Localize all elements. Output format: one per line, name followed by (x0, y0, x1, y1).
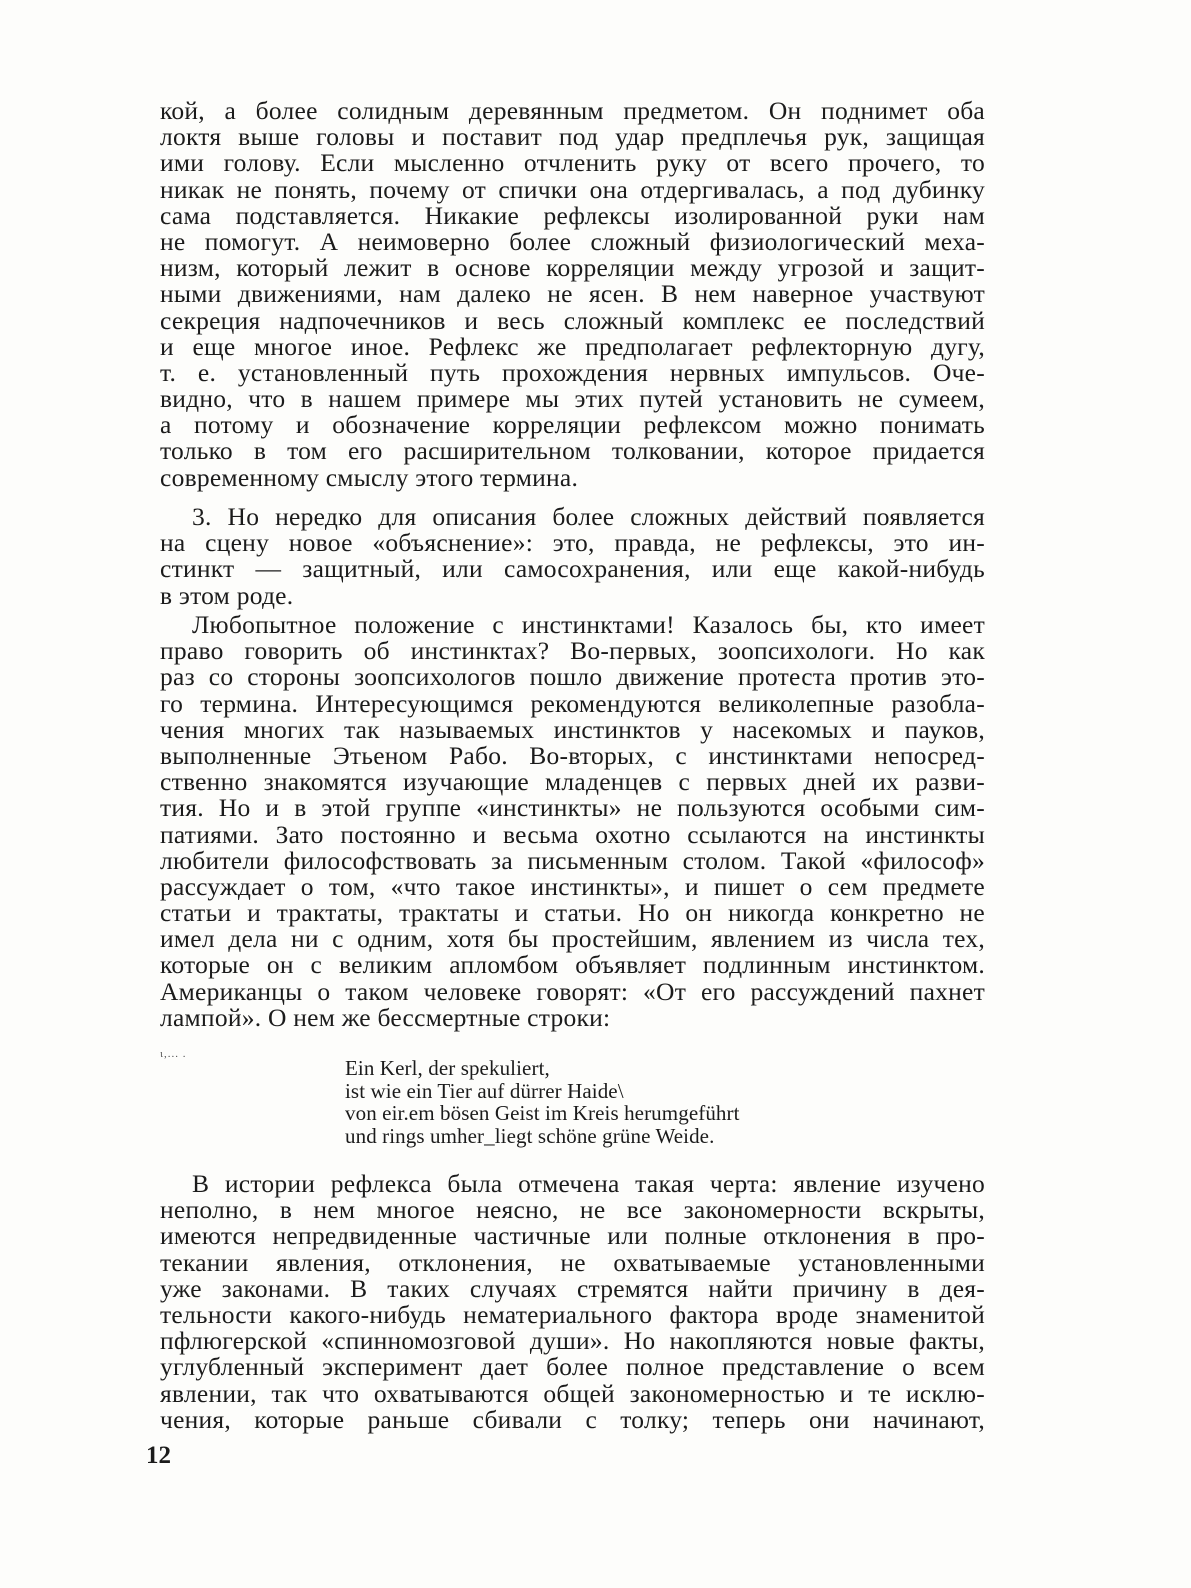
text-line: рассуждает о том, «что такое инстинкты», и пишет о сем предмете (160, 871, 985, 901)
text-line: только в том его расширительном толковании, которое придается (160, 436, 985, 466)
text-line: чения, которые раньше сбивали с толку; теперь они начинают, (160, 1404, 985, 1434)
text-line: стинкт — защитный, или самосохранения, или еще какой-нибудь (160, 554, 985, 584)
text-line: не помогут. А неимоверно более сложный физиологический меха- (160, 226, 985, 256)
text-line: явлении, так что охватываются общей закономерностью и те исклю- (160, 1378, 985, 1408)
text-line: на сцену новое «объяснение»: это, правда, не рефлексы, это ин- (160, 528, 985, 558)
text-line: видно, что в нашем примере мы этих путей установить не сумеем, (160, 384, 985, 414)
page-number: 12 (146, 1442, 171, 1469)
verse-quote (345, 1057, 825, 1147)
text-line: а потому и обозначение корреляции рефлексом можно понимать (160, 410, 985, 440)
paragraph-3 (160, 612, 985, 1031)
text-line: ими голову. Если мысленно отчленить руку от всего прочего, то (160, 148, 985, 178)
text-line: современному смыслу этого термина. (160, 462, 579, 492)
paragraph-2 (160, 504, 985, 609)
text-line: ными движениями, нам далеко не ясен. В нем наверное участвуют (160, 279, 985, 309)
text-line: которые он с великим апломбом объявляет подлинным инстинктом. (160, 950, 985, 980)
verse-line: ist wie ein Tier auf dürrer Haide\ (345, 1078, 624, 1103)
text-line: В истории рефлекса была отмечена такая черта: явление изучено (192, 1169, 985, 1198)
paragraph-1 (160, 98, 985, 491)
text-line: выполненные Этьеном Рабо. Во-вторых, с инстинктами непосред- (160, 740, 985, 770)
text-line: чения многих так называемых инстинктов у насекомых и пауков, (160, 714, 985, 744)
text-line: статьи и трактаты, трактаты и статьи. Но он никогда конкретно не (160, 898, 985, 928)
text-line: лампой». О нем же бессмертные строки: (160, 1002, 611, 1032)
text-line: пфлюгерской «спинномозговой души». Но накопляются новые факты, (160, 1326, 985, 1356)
text-line: патиями. Зато постоянно и весьма охотно ссылаются на инстинкты (160, 819, 985, 849)
text-line: го термина. Интересующимся рекомендуются великолепные разобла- (160, 688, 985, 718)
text-line: уже законами. В таких случаях стремятся найти причину в дея- (160, 1273, 985, 1303)
verse-line: und rings umher_liegt schöne grüne Weide. (345, 1123, 715, 1148)
text-line: тельности какого-нибудь нематериального фактора вроде знаменитой (160, 1299, 985, 1329)
paragraph-4 (160, 1171, 985, 1433)
text-line: кой, а более солидным деревянным предметом. Он поднимет оба (160, 96, 985, 125)
verse-line: von eir.em bösen Geist im Kreis herumgeführt (345, 1101, 740, 1125)
verse-mark: ι,... . (160, 1048, 187, 1060)
text-line: секреция надпочечников и весь сложный комплекс ее последствий (160, 305, 985, 335)
text-line: т. е. установленный путь прохождения нервных импульсов. Оче- (160, 357, 985, 387)
text-line: углубленный эксперимент дает более полное представление о всем (160, 1352, 985, 1382)
text-line: тия. Но и в этой группе «инстинкты» не пользуются особыми сим- (160, 793, 985, 823)
text-line: и еще многое иное. Рефлекс же предполагает рефлекторную дугу, (160, 331, 985, 361)
text-line: в этом роде. (160, 580, 294, 610)
text-line: раз со стороны зоопсихологов пошло движение протеста против это- (160, 662, 985, 692)
text-line: право говорить об инстинктах? Во-первых, зоопсихологи. Но как (160, 636, 985, 666)
verse-line: Ein Kerl, der spekuliert, (345, 1056, 550, 1080)
text-line: сама подставляется. Никакие рефлексы изолированной руки нам (160, 200, 985, 230)
text-line: Любопытное положение с инстинктами! Казалось бы, кто имеет (192, 610, 985, 639)
text-line: низм, который лежит в основе корреляции между угрозой и защит- (160, 253, 985, 283)
text-line: текании явления, отклонения, не охватываемые установленными (160, 1247, 985, 1277)
text-line: имел дела ни с одним, хотя бы простейшим, явлением из числа тех, (160, 924, 985, 954)
text-line: неполно, в нем многое неясно, не все закономерности вскрыты, (160, 1195, 985, 1225)
text-line: любители философствовать за письменным столом. Такой «философ» (160, 845, 985, 875)
text-line: ственно знакомятся изучающие младенцев с первых дней их разви- (160, 767, 985, 797)
text-line: локтя выше головы и поставит под удар предплечья рук, защищая (160, 122, 985, 152)
text-line: имеются непредвиденные частичные или полные отклонения в про- (160, 1221, 985, 1251)
text-line: Американцы о таком человеке говорят: «От его рассуждений пахнет (160, 976, 985, 1006)
text-line: 3. Но нередко для описания более сложных действий появляется (192, 502, 985, 531)
text-line: никак не понять, почему от спички она отдергивалась, а под дубинку (160, 174, 985, 204)
